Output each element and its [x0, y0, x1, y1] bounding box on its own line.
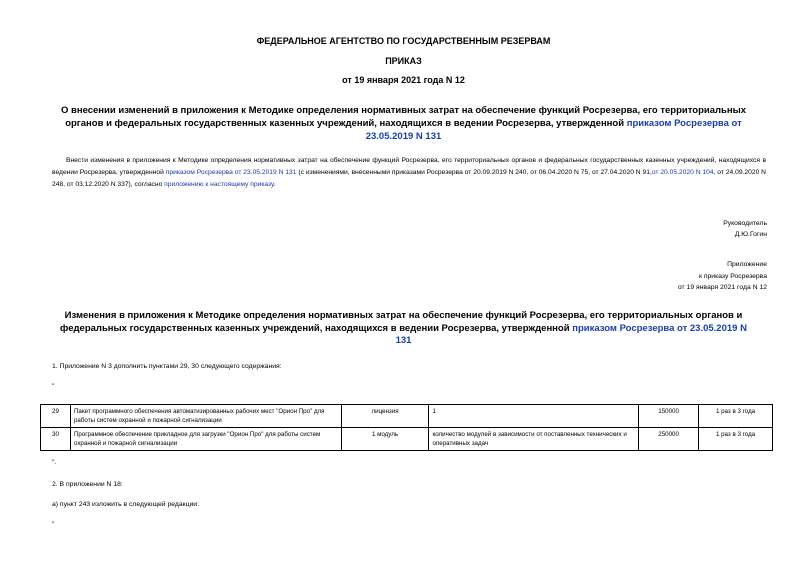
intro-link-order-131[interactable]: приказом Росрезерва от 23.05.2019 N 131 — [165, 169, 297, 176]
appendix-block — [678, 259, 767, 294]
document-title — [50, 104, 757, 143]
cell-price: 150000 — [639, 405, 699, 428]
changes-title — [55, 310, 752, 348]
appendix-label: Приложение — [727, 261, 767, 268]
cell-name: Программное обеспечение прикладное для загрузки "Орион Про" для работы систем охранной и пожарной сигнализации — [70, 428, 341, 451]
changes-title-link[interactable]: приказом Росрезерва от 23.05.2019 N 131 — [395, 322, 747, 346]
cell-price: 250000 — [639, 428, 699, 451]
changes-table — [40, 404, 773, 451]
changes-title-text: Изменения в приложения к Методике определения нормативных затрат на обеспечение функций Росрезерва, его территориальных органов и федеральных государственных казенных учреждений, находящихся в ведении Росрезерва, утвержденной — [60, 310, 743, 334]
document-title-text: О внесении изменений в приложения к Методике определения нормативных затрат на обеспечение функций Росрезерва, его территориальных органов и федеральных государственных казенных учреждений, находящихся в ведении Росрезерва, утвержденной — [60, 105, 747, 129]
item-2: 2. В приложении N 18: — [52, 481, 123, 488]
quote-open: " — [52, 383, 55, 390]
intro-text-4: . — [273, 181, 276, 188]
cell-quantity: количество модулей в зависимости от поставленных технических и оперативных задач — [429, 428, 639, 451]
intro-text-2: (с изменениями, внесенными приказами Росрезерва от 20.09.2019 N 240, от 06.04.2020 N 75, от 27.04.2020 N 91, — [296, 169, 652, 176]
appendix-date: от 19 января 2021 года N 12 — [677, 284, 767, 291]
cell-period: 1 раз в 3 года — [699, 405, 773, 428]
cell-name: Пакет программного обеспечения автоматизированных рабочих мест "Орион Про" для работы систем охранной и пожарной сигнализации — [70, 405, 341, 428]
table-row — [41, 405, 773, 428]
appendix-order-ref: к приказу Росрезерва — [698, 272, 767, 280]
signature-block — [723, 218, 767, 240]
title-order-link[interactable]: приказом Росрезерва от 23.05.2019 N 131 — [365, 118, 742, 142]
intro-text-1: Внести изменения в приложения к Методике определения нормативных затрат на обеспечение функций Росрезерва, его территориальных органов и федеральных государственных казенных учреждений, находящихся в ведении Росрезерва, утвержденной — [52, 157, 766, 176]
quote-open-2: " — [52, 521, 55, 528]
document-date-number: от 19 января 2021 года N 12 — [342, 75, 465, 85]
document-type: ПРИКАЗ — [385, 56, 422, 66]
intro-paragraph — [52, 155, 766, 191]
item-1: 1. Приложение N 3 дополнить пунктами 29, 30 следующего содержания: — [52, 363, 282, 370]
item-2a: а) пункт 243 изложить в следующей редакции: — [52, 501, 199, 508]
cell-unit: лицензия — [341, 405, 429, 428]
intro-link-order-104[interactable]: от 20.05.2020 N 104 — [651, 169, 714, 176]
cell-period: 1 раз в 3 года — [699, 428, 773, 451]
cell-quantity: 1 — [429, 405, 639, 428]
quote-close: ". — [52, 459, 57, 466]
intro-text-3: , от 24.09.2020 N 248, от 03.12.2020 N 337), согласно — [52, 169, 766, 188]
signer-role: Руководитель — [723, 220, 767, 227]
table-row — [41, 428, 773, 451]
cell-number: 29 — [41, 405, 71, 428]
cell-unit: 1 модуль — [341, 428, 429, 451]
agency-name: ФЕДЕРАЛЬНОЕ АГЕНТСТВО ПО ГОСУДАРСТВЕННЫМ РЕЗЕРВАМ — [256, 36, 551, 46]
intro-link-appendix[interactable]: приложению к настоящему приказу — [164, 181, 274, 188]
cell-number: 30 — [41, 428, 71, 451]
signer-name: Д.Ю.Гогин — [734, 231, 767, 238]
